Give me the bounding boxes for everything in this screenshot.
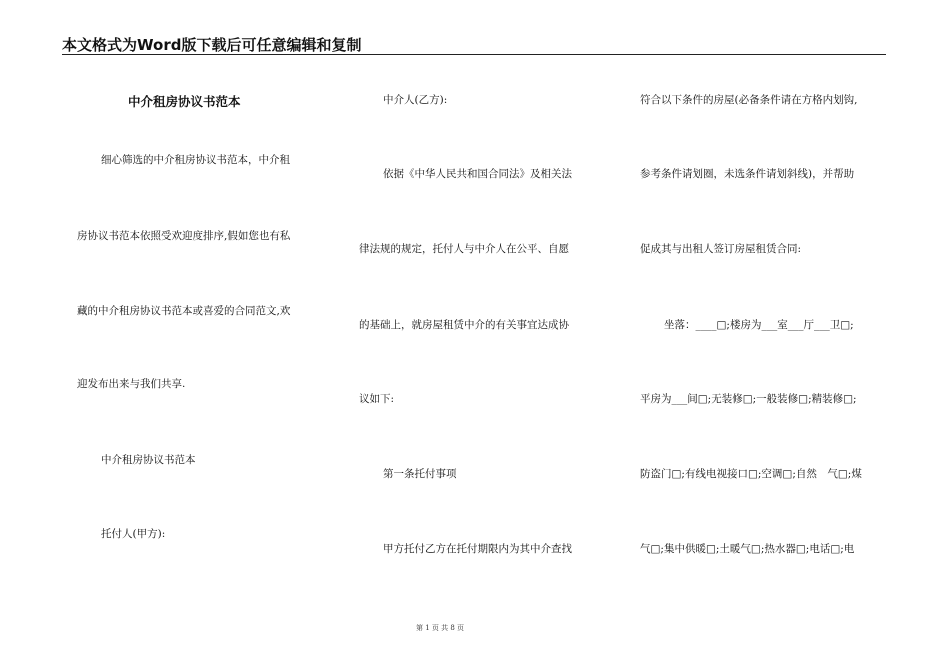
body-line: 细心筛选的中介租房协议书范本，中介租 — [101, 154, 290, 166]
body-line: 迎发布出来与我们共享. — [77, 378, 186, 390]
body-line: 甲方托付乙方在托付期限内为其中介查找 — [383, 543, 572, 555]
body-line: 律法规的规定，托付人与中介人在公平、自愿 — [359, 243, 569, 255]
body-line: 促成其与出租人签订房屋租赁合同: — [640, 243, 802, 255]
party-a-label: 托付人(甲方): — [101, 528, 166, 540]
document-title: 中介租房协议书范本 — [128, 94, 241, 109]
page-header: 本文格式为Word版下载后可任意编辑和复制 — [62, 36, 362, 54]
body-line: 符合以下条件的房屋(必备条件请在方格内划钩, — [640, 94, 858, 106]
body-line: 的基础上，就房屋租赁中介的有关事宜达成协 — [359, 319, 569, 331]
article-heading: 第一条托付事项 — [383, 468, 457, 480]
body-line: 藏的中介租房协议书范本或喜爱的合同范文,欢 — [77, 305, 291, 317]
body-line: 参考条件请划圈，未选条件请划斜线)，并帮助 — [640, 168, 855, 180]
party-b-label: 中介人(乙方): — [383, 94, 448, 106]
body-line: 议如下: — [359, 393, 395, 405]
header-divider — [62, 54, 886, 55]
page-footer: 第 1 页 共 8 页 — [415, 624, 465, 632]
checklist-line: 坐落：____□;楼房为___室___厅___卫□; — [664, 319, 854, 331]
checklist-line: 平房为___间□;无装修□;一般装修□;精装修□; — [640, 393, 857, 405]
body-line: 房协议书范本依照受欢迎度排序,假如您也有私 — [77, 230, 291, 242]
body-line: 依据《中华人民共和国合同法》及相关法 — [383, 168, 572, 180]
checklist-line: 气□;集中供暖□;土暖气□;热水器□;电话□;电 — [640, 543, 855, 555]
checklist-line: 防盗门□;有线电视接口□;空调□;自然 气□;煤 — [640, 468, 862, 480]
section-heading: 中介租房协议书范本 — [101, 454, 196, 466]
